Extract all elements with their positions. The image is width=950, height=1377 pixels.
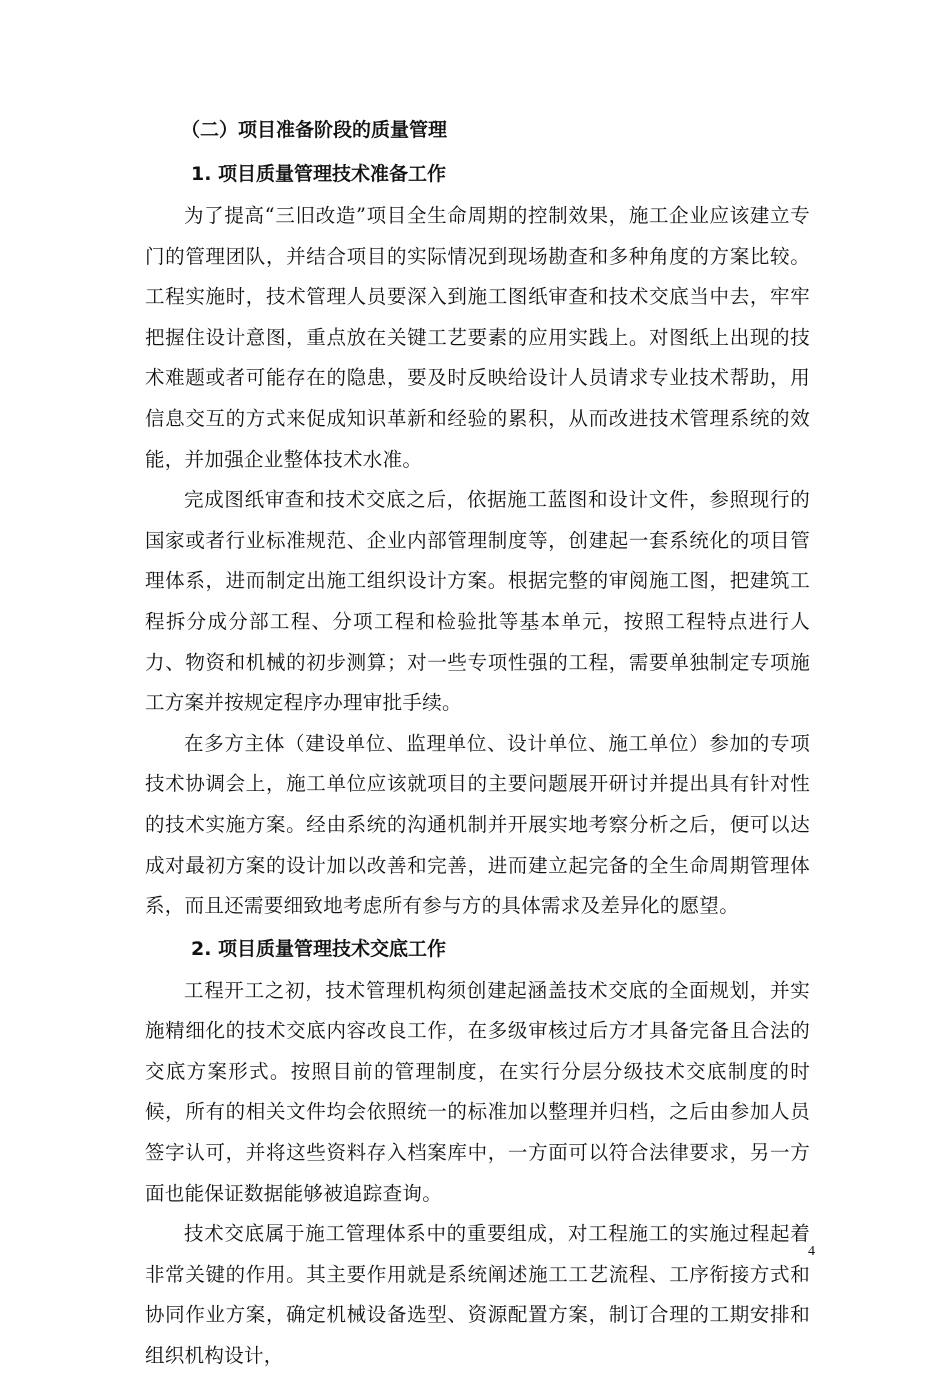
paragraph: 技术交底属于施工管理体系中的重要组成，对工程施工的实施过程起着非常关键的作用。其主要作用就是系统阐述施工工艺流程、工序衔接方式和协同作业方案，确定机械设备选型、资源配置方案，制订合理的工期安排和组织机构设计， [145,1222,810,1368]
page-number: 4 [808,1244,815,1259]
section-heading: （二）项目准备阶段的质量管理 [181,119,448,141]
paragraph: 工程开工之初，技术管理机构须创建起涵盖技术交底的全面规划，并实施精细化的技术交底内容改良工作，在多级审核过后方才具备完备且合法的交底方案形式。按照目前的管理制度，在实行分层分级技术交底制度的时候，所有的相关文件均会依照统一的标准加以整理并归档，之后由参加人员签字认可，并将这些资料存入档案库中，一方面可以符合法律要求，另一方面也能保证数据能够被追踪查询。 [145,978,810,1205]
paragraph: 为了提高“三旧改造”项目全生命周期的控制效果，施工企业应该建立专门的管理团队，并结合项目的实际情况到现场勘查和多种角度的方案比较。工程实施时，技术管理人员要深入到施工图纸审查和技术交底当中去，牢牢把握住设计意图，重点放在关键工艺要素的应用实践上。对图纸上出现的技术难题或者可能存在的隐患，要及时反映给设计人员请求专业技术帮助，用信息交互的方式来促成知识革新和经验的累积，从而改进技术管理系统的效能，并加强企业整体技术水准。 [145,204,810,471]
paragraph: 完成图纸审查和技术交底之后，依据施工蓝图和设计文件，参照现行的国家或者行业标准规范、企业内部管理制度等，创建起一套系统化的项目管理体系，进而制定出施工组织设计方案。根据完整的审阅施工图，把建筑工程拆分成分部工程、分项工程和检验批等基本单元，按照工程特点进行人力、物资和机械的初步测算；对一些专项性强的工程，需要单独制定专项施工方案并按规定程序办理审批手续。 [145,488,810,715]
paragraph: 在多方主体（建设单位、监理单位、设计单位、施工单位）参加的专项技术协调会上，施工单位应该就项目的主要问题展开研讨并提出具有针对性的技术实施方案。经由系统的沟通机制并开展实地考察分析之后，便可以达成对最初方案的设计加以改善和完善，进而建立起完备的全生命周期管理体系，而且还需要细致地考虑所有参与方的具体需求及差异化的愿望。 [145,731,810,918]
subheading-technical-disclosure: 2. 项目质量管理技术交底工作 [191,937,447,960]
document-body [145,108,810,1377]
subheading-technical-preparation: 1. 项目质量管理技术准备工作 [191,163,447,185]
